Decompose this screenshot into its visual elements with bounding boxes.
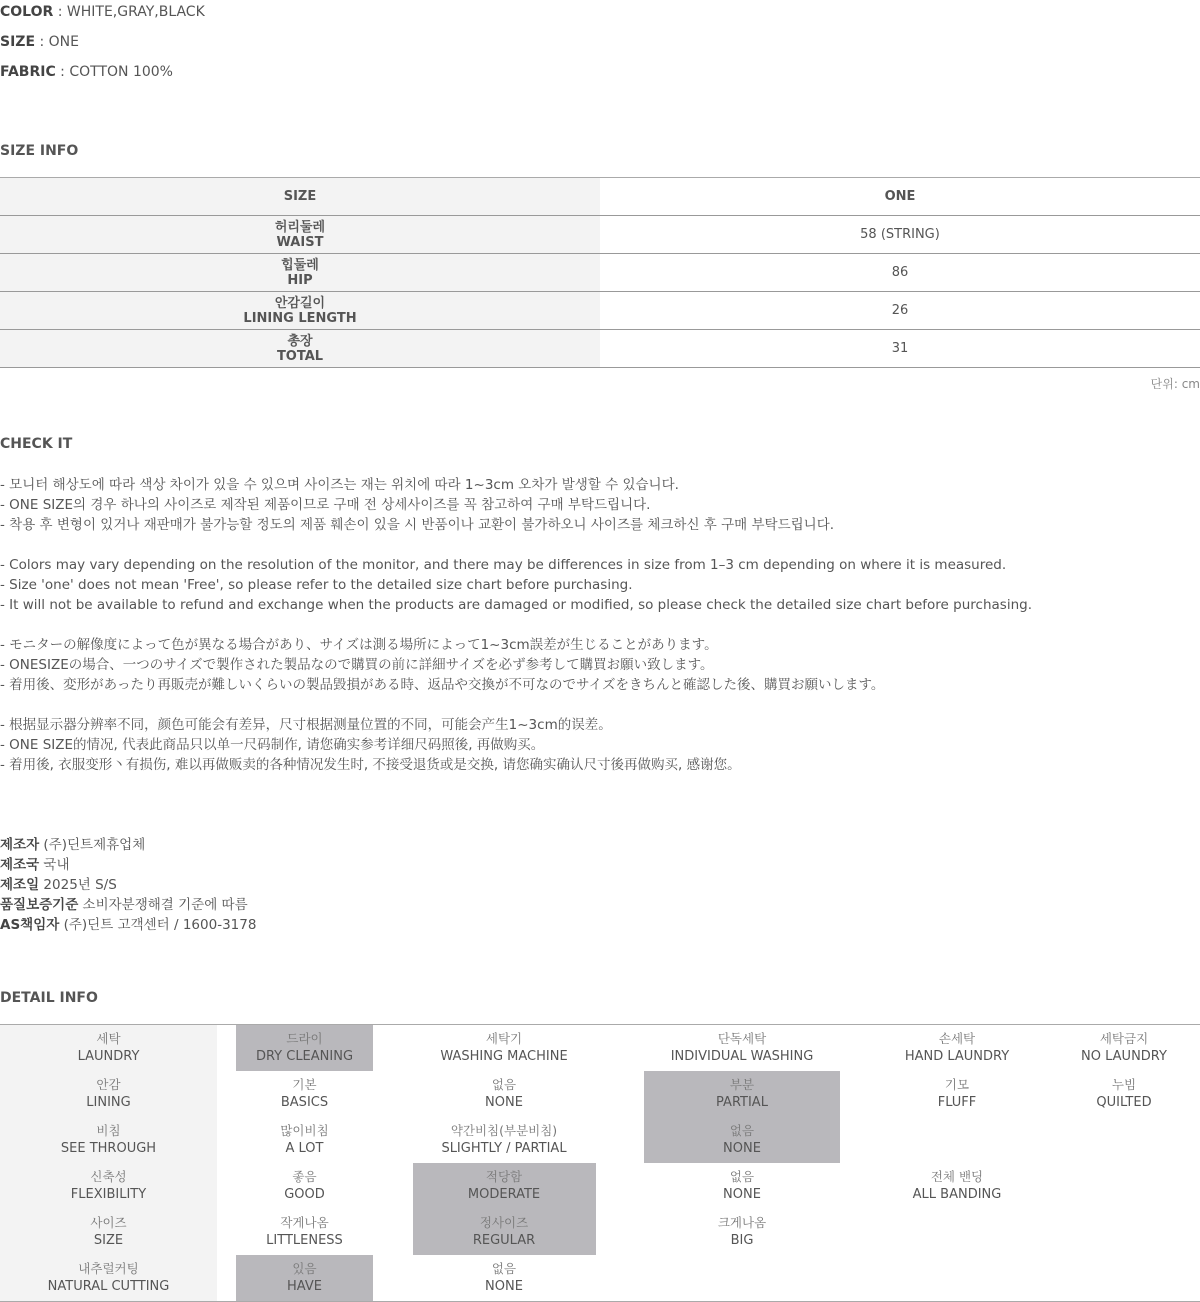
detail-option: 크게나옴 BIG <box>717 1215 767 1248</box>
note-line: - Size 'one' does not mean 'Free', so please refer to the detailed size chart before purchasing. <box>0 577 633 593</box>
size-row-label: 힙둘레 HIP <box>281 257 319 288</box>
detail-option: 적당함 MODERATE <box>467 1169 541 1202</box>
unit-note: 단위: cm <box>1150 377 1200 391</box>
detail-option: 단독세탁 INDIVIDUAL WASHING <box>670 1031 814 1064</box>
check-it-heading: CHECK IT <box>0 436 73 452</box>
detail-option: 세탁금지 NO LAUNDRY <box>1081 1031 1167 1064</box>
size-row-value: 58 (STRING) <box>860 227 940 242</box>
detail-option: 있음 HAVE <box>287 1261 322 1294</box>
note-line: - 着用後, 衣服变形丶有损伤, 难以再做贩卖的各种情况发生时, 不接受退货或是交换, 请您确实确认尺寸後再做购买, 感谢您。 <box>0 757 741 773</box>
mfr-quality: 품질보증기준 소비자분쟁해결 기준에 따름 <box>0 897 248 913</box>
detail-option: 세탁기 WASHING MACHINE <box>440 1031 568 1064</box>
note-line: - ONE SIZE의 경우 하나의 사이즈로 제작된 제품이므로 구매 전 상세사이즈를 꼭 참고하여 구매 부탁드립니다. <box>0 497 651 513</box>
spec-value: ONE <box>48 34 79 50</box>
note-line: - 모니터 해상도에 따라 색상 차이가 있을 수 있으며 사이즈는 재는 위치에 따라 1~3cm 오차가 발생할 수 있습니다. <box>0 477 679 493</box>
spec-color: COLOR : WHITE,GRAY,BLACK <box>0 4 205 20</box>
size-row-value: 26 <box>891 303 909 318</box>
detail-info-heading: DETAIL INFO <box>0 990 98 1006</box>
detail-option: 기본 BASICS <box>280 1077 329 1110</box>
detail-row-label: 사이즈 SIZE <box>90 1215 127 1248</box>
mfr-as: AS책임자 (주)딘트 고객센터 / 1600-3178 <box>0 917 257 933</box>
detail-option: 기모 FLUFF <box>937 1077 977 1110</box>
note-line: - Colors may vary depending on the resolution of the monitor, and there may be differences in size from 1–3 cm depending on where it is measured. <box>0 557 1007 573</box>
note-line: - 根据显示器分辨率不同，颜色可能会有差异，尺寸根据测量位置的不同，可能会产生1~3cm的误差。 <box>0 717 612 733</box>
mfr-maker: 제조자 (주)딘트제휴업체 <box>0 837 146 853</box>
size-row-value: 86 <box>891 265 909 280</box>
size-row-label: 총장 TOTAL <box>276 333 324 364</box>
size-row-label: 허리둘레 WAIST <box>274 219 326 250</box>
detail-option: 없음 NONE <box>723 1169 761 1202</box>
note-line: - 着用後、変形があったり再販売が難しいくらいの製品毀損がある時、返品や交換が不可なのでサイズをきちんと確認した後、購買お願いします。 <box>0 677 885 693</box>
detail-row-label: 신축성 FLEXIBILITY <box>70 1169 147 1202</box>
one-col-header: ONE <box>884 189 916 204</box>
detail-option: 드라이 DRY CLEANING <box>255 1031 354 1064</box>
spec-size: SIZE : ONE <box>0 34 79 50</box>
detail-option: 전체 밴딩 ALL BANDING <box>912 1169 1002 1202</box>
spec-value: COTTON 100% <box>69 64 173 80</box>
detail-option: 손세탁 HAND LAUNDRY <box>904 1031 1010 1064</box>
note-line: - ONESIZEの場合、一つのサイズで製作された製品なので購買の前に詳細サイズを必ず参考して購買お願い致します。 <box>0 657 714 673</box>
detail-option: 부분 PARTIAL <box>716 1077 768 1110</box>
spec-label: COLOR <box>0 4 54 20</box>
detail-option: 약간비침(부분비침) SLIGHTLY / PARTIAL <box>441 1123 567 1156</box>
divider <box>0 367 1200 368</box>
note-line: - It will not be available to refund and exchange when the products are damaged or modified, so please check the detailed size chart before purchasing. <box>0 597 1032 613</box>
size-row-value: 31 <box>891 341 909 356</box>
size-col-header: SIZE <box>283 189 317 204</box>
detail-option: 없음 NONE <box>485 1077 523 1110</box>
mfr-country: 제조국 국내 <box>0 857 70 873</box>
detail-option: 많이비침 A LOT <box>280 1123 329 1156</box>
detail-option: 좋음 GOOD <box>284 1169 325 1202</box>
note-line: - ONE SIZE的情况, 代表此商品只以单一尺码制作, 请您确实参考详细尺码照後, 再做购买。 <box>0 737 545 753</box>
size-row-label: 안감길이 LINING LENGTH <box>243 295 357 326</box>
detail-row-label: 내추럴커팅 NATURAL CUTTING <box>47 1261 170 1294</box>
size-info-heading: SIZE INFO <box>0 143 79 159</box>
detail-row-label: 안감 LINING <box>86 1077 131 1110</box>
detail-option: 없음 NONE <box>485 1261 523 1294</box>
spec-fabric: FABRIC : COTTON 100% <box>0 64 173 80</box>
detail-row-label: 비침 SEE THROUGH <box>60 1123 157 1156</box>
detail-option: 정사이즈 REGULAR <box>472 1215 536 1248</box>
spec-label: FABRIC <box>0 64 56 80</box>
detail-option: 누빔 QUILTED <box>1096 1077 1152 1110</box>
spec-label: SIZE <box>0 34 36 50</box>
detail-option: 없음 NONE <box>723 1123 761 1156</box>
note-line: - 착용 후 변형이 있거나 재판매가 불가능할 정도의 제품 훼손이 있을 시 반품이나 교환이 불가하오니 사이즈를 체크하신 후 구매 부탁드립니다. <box>0 517 835 533</box>
detail-option: 작게나옴 LITTLENESS <box>266 1215 343 1248</box>
detail-row-label: 세탁 LAUNDRY <box>77 1031 140 1064</box>
mfr-date: 제조일 2025년 S/S <box>0 877 117 893</box>
note-line: - モニターの解像度によって色が異なる場合があり、サイズは測る場所によって1~3cm誤差が生じることがあります。 <box>0 637 718 653</box>
spec-value: WHITE,GRAY,BLACK <box>66 4 205 20</box>
